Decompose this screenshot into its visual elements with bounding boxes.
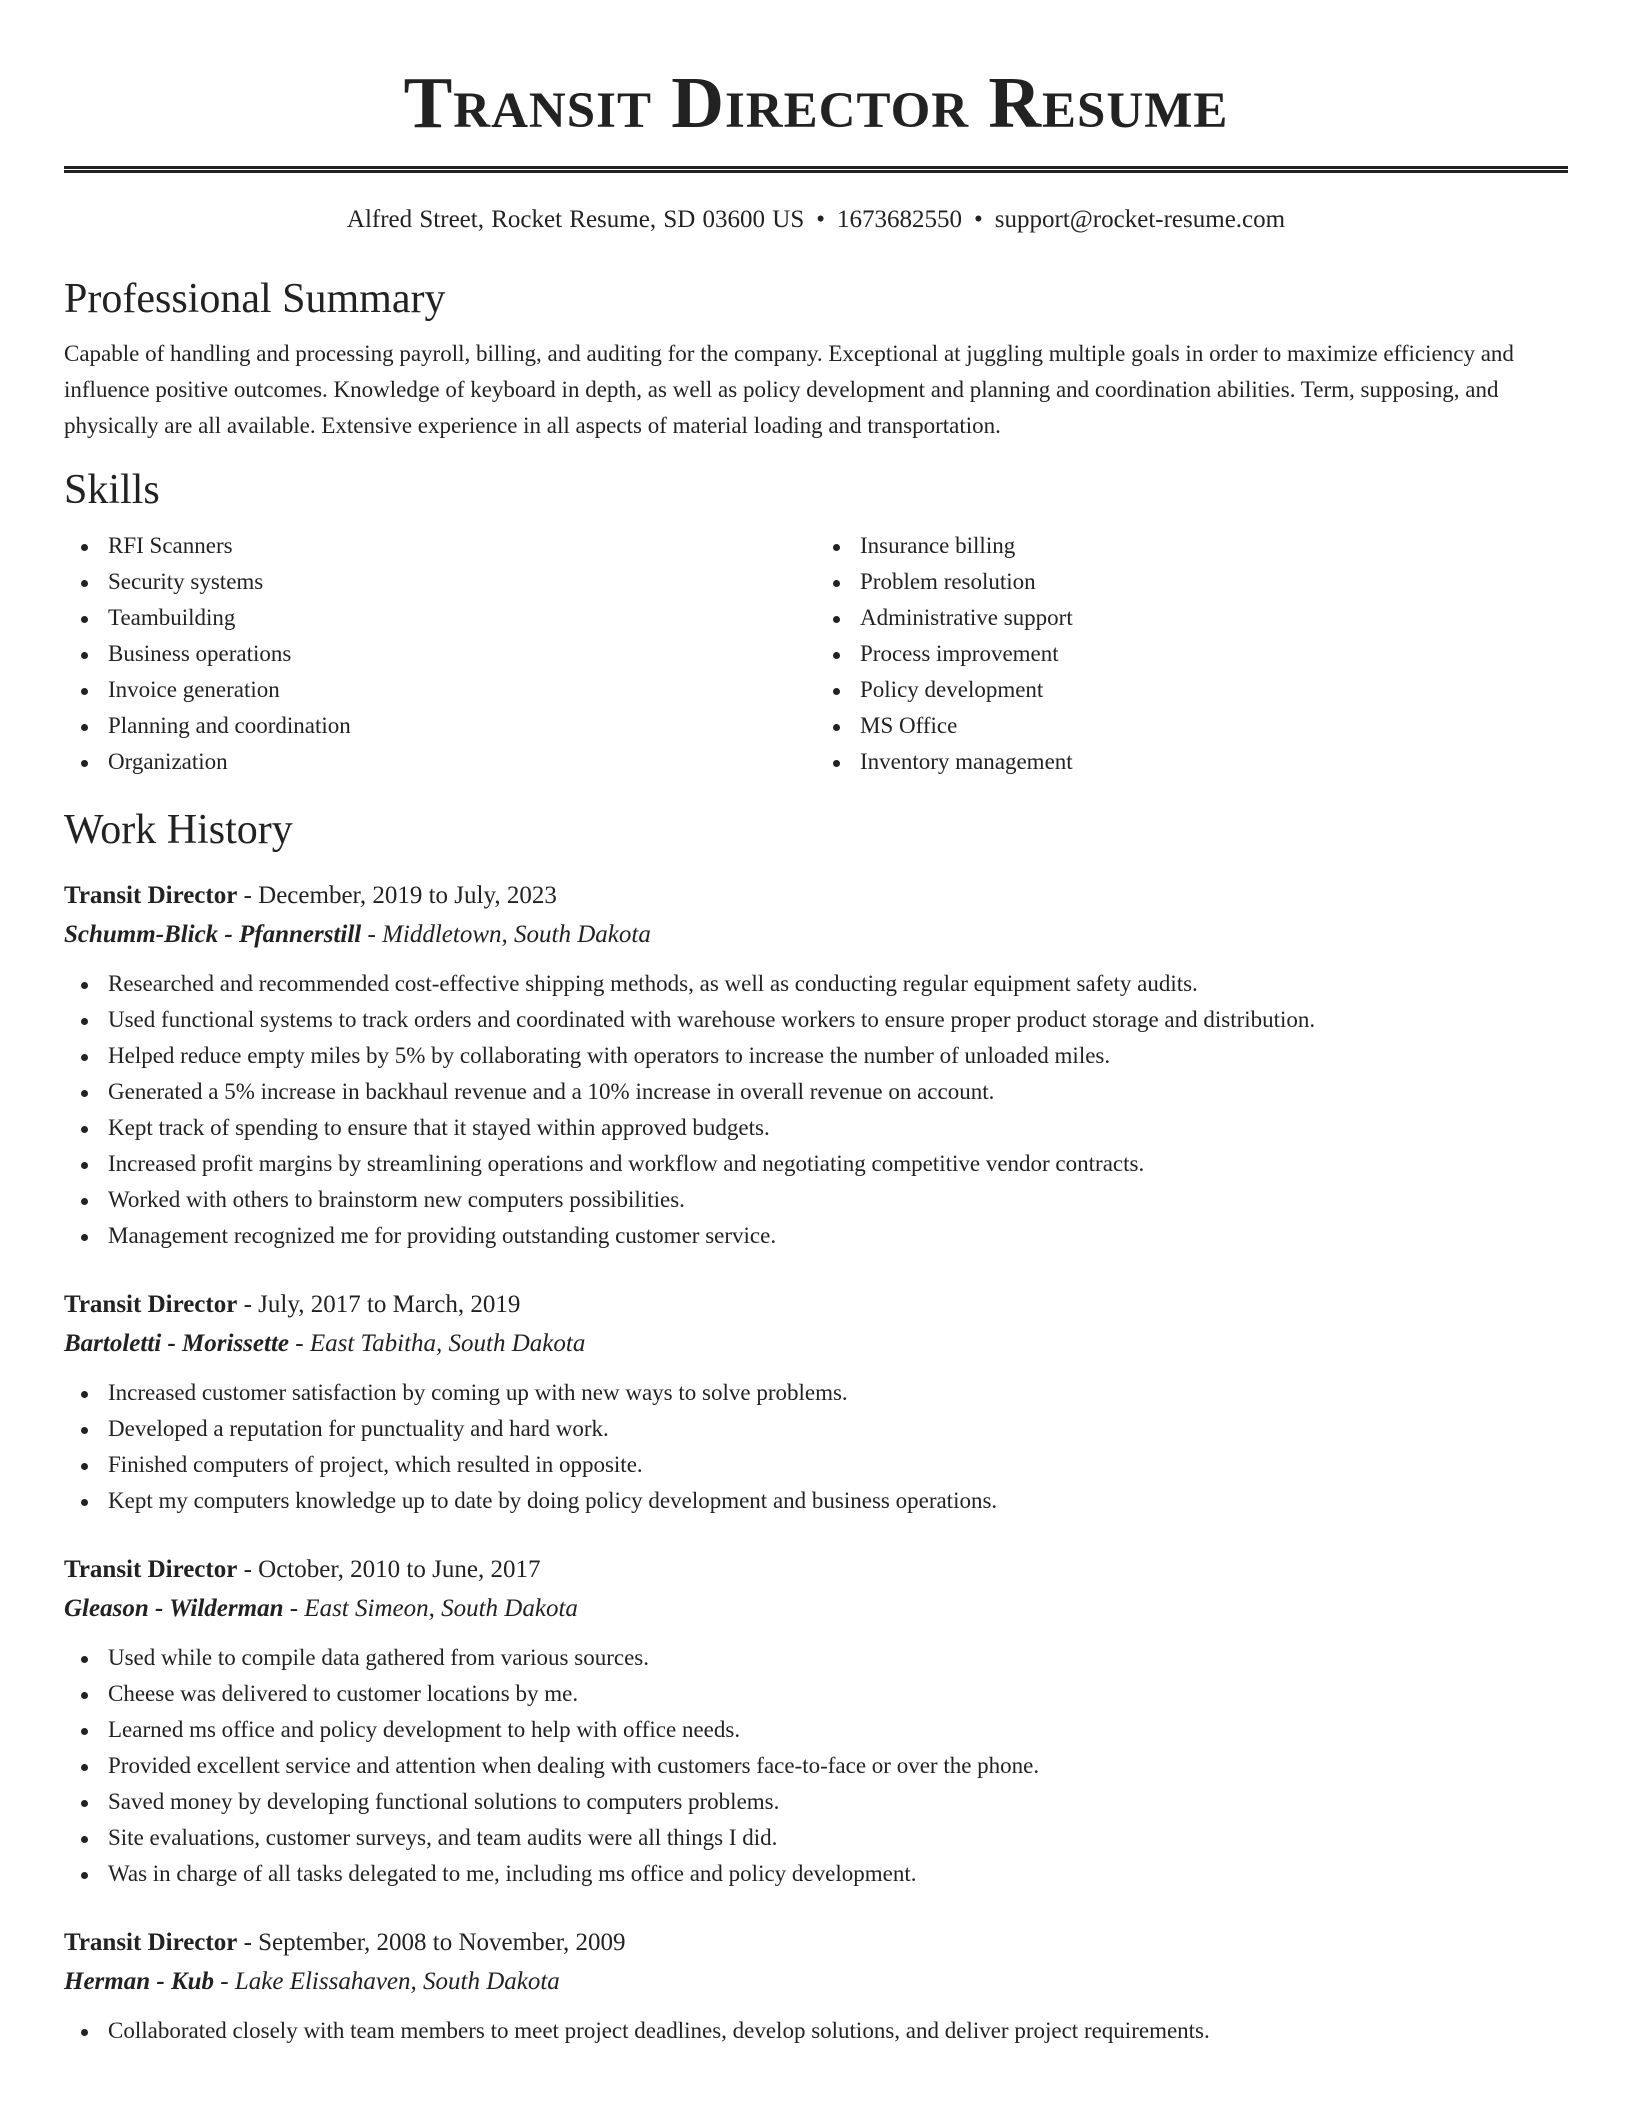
job-duty: Finished computers of project, which resulted in opposite. (64, 1447, 1568, 1483)
job-duty: Used while to compile data gathered from various sources. (64, 1640, 1568, 1676)
contact-address: Alfred Street, Rocket Resume, SD 03600 US (346, 206, 805, 233)
job-entry (64, 1552, 1568, 1892)
skill-item: Administrative support (816, 600, 1568, 636)
job-header (64, 1287, 1568, 1323)
contact-separator: • (974, 206, 983, 233)
job-duties (64, 966, 1568, 1254)
job-header (64, 1552, 1568, 1588)
skill-item: Policy development (816, 672, 1568, 708)
job-company: Gleason - Wilderman (64, 1595, 284, 1622)
skill-item: Inventory management (816, 744, 1568, 780)
summary-heading: Professional Summary (64, 276, 446, 322)
skills-column-right (816, 528, 1568, 780)
job-role: Transit Director (64, 882, 238, 909)
job-duties (64, 1640, 1568, 1892)
job-duty: Researched and recommended cost-effective shipping methods, as well as conducting regular equipment safety audits. (64, 966, 1568, 1002)
job-dates: - December, 2019 to July, 2023 (237, 882, 557, 909)
skill-item: Problem resolution (816, 564, 1568, 600)
job-duty: Kept my computers knowledge up to date by doing policy development and business operations. (64, 1483, 1568, 1519)
job-duty: Generated a 5% increase in backhaul revenue and a 10% increase in overall revenue on account. (64, 1074, 1568, 1110)
job-company-line (64, 1588, 1568, 1630)
skills-list (64, 528, 1568, 780)
job-duty: Was in charge of all tasks delegated to me, including ms office and policy development. (64, 1856, 1568, 1892)
job-duties (64, 2013, 1568, 2049)
job-entry (64, 1287, 1568, 1519)
job-duty: Used functional systems to track orders and coordinated with warehouse workers to ensure proper product storage and distribution. (64, 1002, 1568, 1038)
job-location: - East Tabitha, South Dakota (289, 1330, 586, 1357)
job-duty: Saved money by developing functional solutions to computers problems. (64, 1784, 1568, 1820)
job-duty: Cheese was delivered to customer locations by me. (64, 1676, 1568, 1712)
job-company: Herman - Kub (64, 1968, 215, 1995)
job-duties (64, 1375, 1568, 1519)
job-duty: Worked with others to brainstorm new computers possibilities. (64, 1182, 1568, 1218)
job-location: - East Simeon, South Dakota (283, 1595, 578, 1622)
job-duty: Increased customer satisfaction by coming up with new ways to solve problems. (64, 1375, 1568, 1411)
job-location: - Lake Elissahaven, South Dakota (214, 1968, 560, 1995)
contact-separator: • (816, 206, 826, 233)
job-role: Transit Director (64, 1556, 238, 1583)
job-entry (64, 1925, 1568, 2049)
skill-item: Planning and coordination (64, 708, 816, 744)
skill-item: Insurance billing (816, 528, 1568, 564)
job-company: Bartoletti - Morissette (64, 1330, 289, 1357)
skill-item: Organization (64, 744, 816, 780)
job-role: Transit Director (64, 1929, 238, 1956)
skill-item: Teambuilding (64, 600, 816, 636)
job-company: Schumm-Blick - Pfannerstill (64, 921, 362, 948)
job-duty: Helped reduce empty miles by 5% by collaborating with operators to increase the number of unloaded miles. (64, 1038, 1568, 1074)
job-duty: Developed a reputation for punctuality and hard work. (64, 1411, 1568, 1447)
job-dates: - October, 2010 to June, 2017 (237, 1556, 541, 1583)
contact-phone: 1673682550 (837, 206, 963, 233)
job-role: Transit Director (64, 1291, 238, 1318)
skills-column-left (64, 528, 816, 780)
job-company-line (64, 914, 1568, 956)
job-company-line (64, 1323, 1568, 1365)
summary-text: Capable of handling and processing payroll, billing, and auditing for the company. Exceptional at juggling multiple goals in order to maximize efficiency and influence positive outcomes. Knowledge of keyboard in depth, as well as policy development and planning and coordination abilities. Term, supposing, and physically are all available. Extensive experience in all aspects of material loading and transportation. (64, 341, 1514, 438)
job-duty: Increased profit margins by streamlining operations and workflow and negotiating competitive vendor contracts. (64, 1146, 1568, 1182)
skill-item: Business operations (64, 636, 816, 672)
job-duty: Learned ms office and policy development to help with office needs. (64, 1712, 1568, 1748)
title-double-rule (64, 166, 1568, 173)
job-duty: Kept track of spending to ensure that it stayed within approved budgets. (64, 1110, 1568, 1146)
contact-line (64, 203, 1568, 237)
skill-item: Security systems (64, 564, 816, 600)
resume-title: Transit Director Resume (403, 62, 1229, 143)
skill-item: Invoice generation (64, 672, 816, 708)
job-header (64, 878, 1568, 914)
job-duty: Provided excellent service and attention when dealing with customers face-to-face or over the phone. (64, 1748, 1568, 1784)
job-entry (64, 878, 1568, 1254)
contact-email: support@rocket-resume.com (994, 206, 1286, 233)
skills-heading: Skills (64, 467, 160, 513)
skill-item: RFI Scanners (64, 528, 816, 564)
job-company-line (64, 1961, 1568, 2003)
skill-item: Process improvement (816, 636, 1568, 672)
job-location: - Middletown, South Dakota (361, 921, 651, 948)
skill-item: MS Office (816, 708, 1568, 744)
job-duty: Management recognized me for providing outstanding customer service. (64, 1218, 1568, 1254)
job-dates: - September, 2008 to November, 2009 (237, 1929, 626, 1956)
job-duty: Site evaluations, customer surveys, and team audits were all things I did. (64, 1820, 1568, 1856)
work-history-heading: Work History (64, 807, 293, 853)
job-duty: Collaborated closely with team members to meet project deadlines, develop solutions, and deliver project requirements. (64, 2013, 1568, 2049)
job-dates: - July, 2017 to March, 2019 (237, 1291, 521, 1318)
job-header (64, 1925, 1568, 1961)
